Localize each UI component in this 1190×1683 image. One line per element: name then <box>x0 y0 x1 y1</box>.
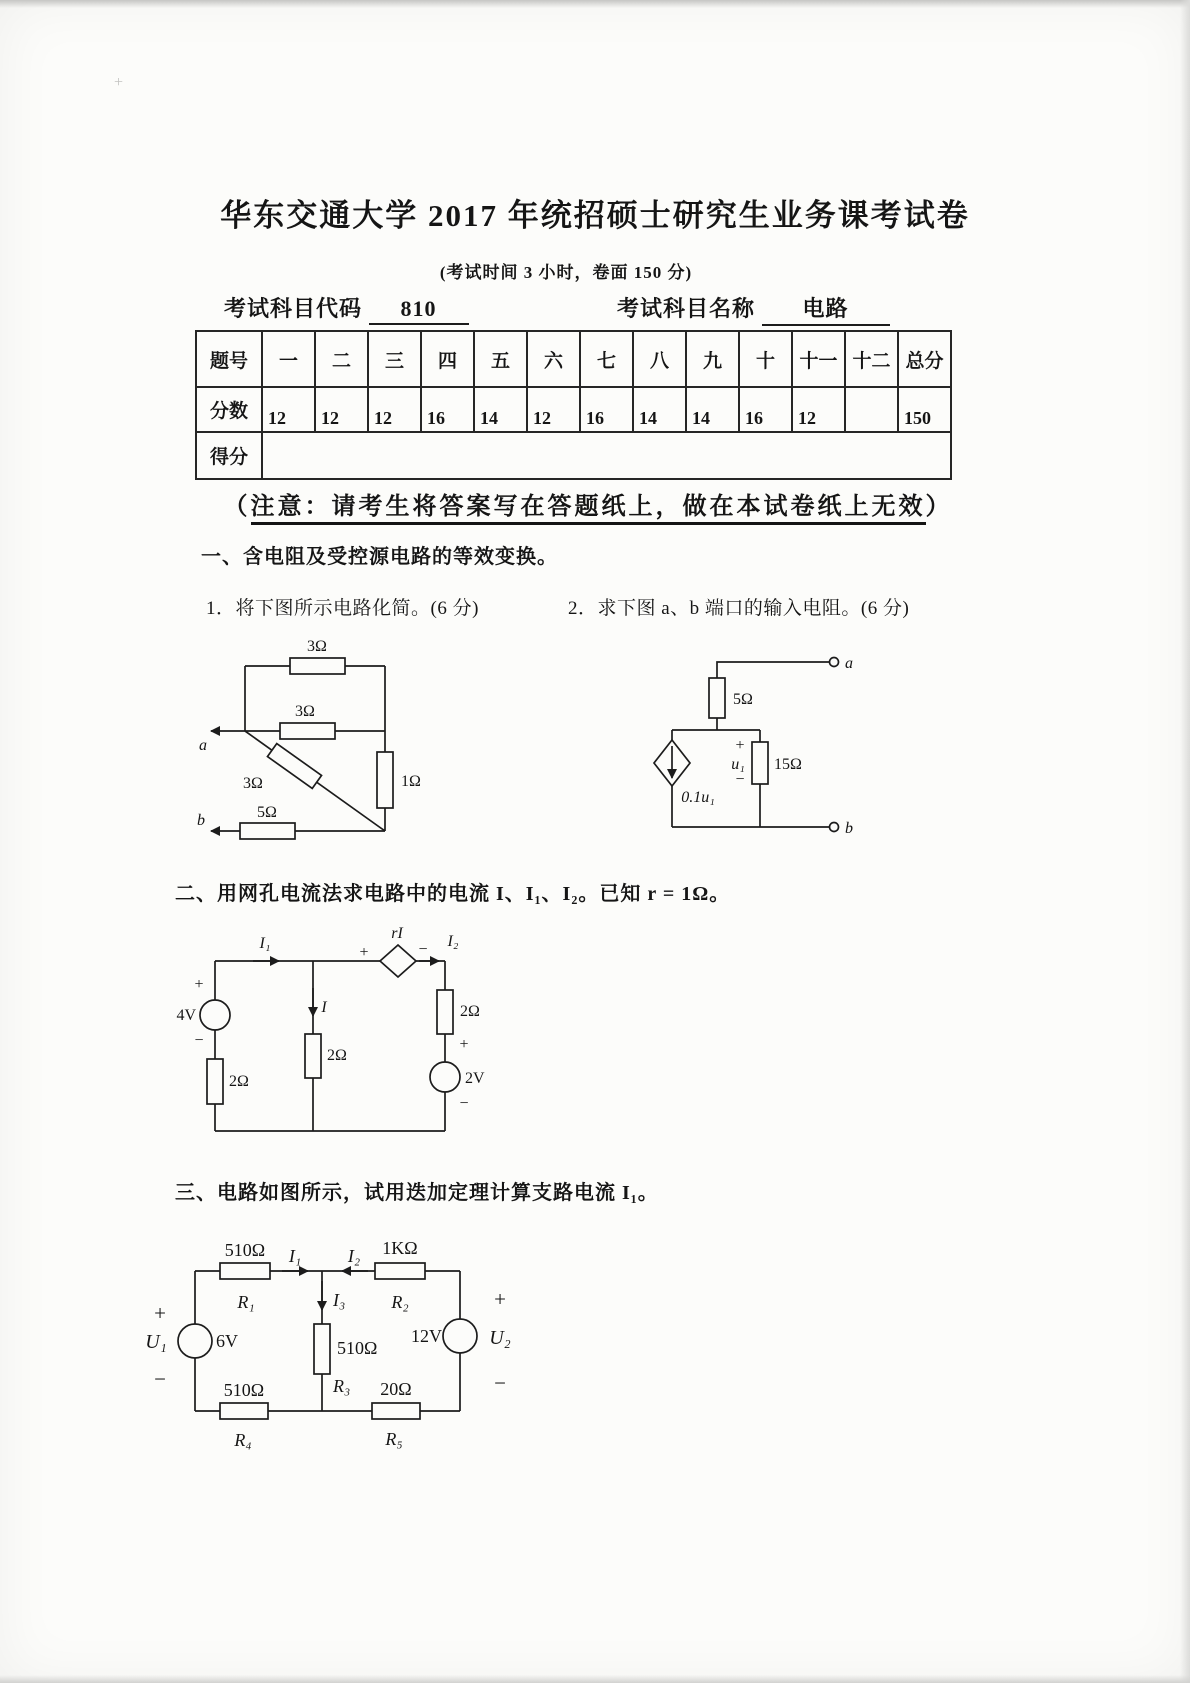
question-1-1: 1．将下图所示电路化简。(6 分) <box>206 598 479 619</box>
resistor-3ohm-top-label: 3Ω <box>307 638 327 655</box>
source-u1-name: U₁ <box>145 1331 167 1353</box>
resistor-r4 <box>220 1403 268 1419</box>
source-u2-name: U₂ <box>489 1327 511 1349</box>
resistor-15ohm-label: 15Ω <box>774 756 802 773</box>
source-u2 <box>443 1319 477 1353</box>
dependent-source-label: 0.1u₁ <box>681 789 715 806</box>
minus-sign: − <box>194 1032 204 1049</box>
question-number-cell: 十 <box>739 331 792 387</box>
resistor-r2-name: R₂ <box>391 1292 409 1312</box>
notice-text: 注意：请考生将答案写在答题纸上，做在本试卷纸上无效 <box>251 494 926 525</box>
score-cell: 12 <box>368 387 421 432</box>
question-number-cell: 六 <box>527 331 580 387</box>
resistor-5ohm <box>709 678 725 718</box>
resistor-2ohm-mid <box>305 1034 321 1078</box>
resistor-1ohm <box>377 752 393 808</box>
plus-sign: + <box>494 1287 506 1311</box>
obtained-score-cell <box>262 432 951 479</box>
question-number-cell: 总分 <box>898 331 951 387</box>
subject-code-label: 考试科目代码 <box>224 296 363 321</box>
minus-sign: − <box>494 1371 506 1395</box>
source-u1 <box>178 1324 212 1358</box>
resistor-5ohm-label: 5Ω <box>257 804 277 821</box>
source-4v-label: 4V <box>176 1007 196 1024</box>
score-cell: 16 <box>421 387 474 432</box>
terminal-a-node <box>830 658 839 667</box>
score-cell: 12 <box>315 387 368 432</box>
resistor-r1 <box>220 1263 270 1279</box>
resistor-r5-name: R₅ <box>385 1429 403 1449</box>
score-cell: 12 <box>792 387 845 432</box>
section-2-heading: 二、用网孔电流法求电路中的电流 I、I₁、I₂。已知 r = 1Ω。 <box>175 883 731 905</box>
dependent-source-label: rI <box>391 926 403 942</box>
resistor-2ohm-left-label: 2Ω <box>229 1073 249 1090</box>
score-cell: 14 <box>686 387 739 432</box>
minus-sign: − <box>459 1095 469 1112</box>
resistor-r4-name: R₄ <box>234 1430 252 1450</box>
resistor-3ohm-mid <box>280 723 335 739</box>
resistor-2ohm-mid-label: 2Ω <box>327 1047 347 1064</box>
resistor-r5-value: 20Ω <box>380 1379 412 1399</box>
score-cell: 14 <box>474 387 527 432</box>
resistor-5ohm <box>240 823 295 839</box>
score-row <box>196 387 951 432</box>
circuit-3-diagram <box>140 1226 540 1461</box>
terminal-b-label: b <box>845 820 853 837</box>
current-i3-label: I₃ <box>333 1290 346 1310</box>
score-cell: 150 <box>898 387 951 432</box>
resistor-1ohm-label: 1Ω <box>401 773 421 790</box>
resistor-2ohm-left <box>207 1059 223 1104</box>
subject-code-value: 810 <box>369 296 469 325</box>
current-i2-label: I₂ <box>347 1246 361 1266</box>
subject-row <box>224 292 890 326</box>
question-number-cell: 五 <box>474 331 527 387</box>
minus-sign: − <box>418 941 428 958</box>
minus-sign: − <box>735 771 745 788</box>
terminal-b-node <box>830 823 839 832</box>
resistor-3ohm-diagonal-label: 3Ω <box>243 775 263 792</box>
resistor-3ohm-top <box>290 658 345 674</box>
source-u2-value: 12V <box>411 1326 442 1346</box>
resistor-r2-value: 1KΩ <box>382 1238 418 1258</box>
resistor-r3 <box>314 1324 330 1374</box>
plus-sign: + <box>735 737 745 754</box>
current-i1-label: I₁ <box>288 1246 302 1266</box>
terminal-b-label: b <box>197 812 205 829</box>
question-number-cell: 三 <box>368 331 421 387</box>
dependent-voltage-source-ri <box>380 945 416 977</box>
subject-name-label: 考试科目名称 <box>617 296 756 321</box>
source-2v <box>430 1062 460 1092</box>
score-row-label: 分数 <box>196 387 262 432</box>
scan-artifact-plus-mark: + <box>114 74 124 91</box>
question-number-cell: 八 <box>633 331 686 387</box>
resistor-5ohm-label: 5Ω <box>733 691 753 708</box>
question-number-cell: 二 <box>315 331 368 387</box>
circuit-2-diagram <box>175 926 495 1141</box>
page-title: 华东交通大学 2017 年统招硕士研究生业务课考试卷 <box>220 198 970 233</box>
notice-close-paren: ） <box>925 494 953 520</box>
section-1-heading: 一、含电阻及受控源电路的等效变换。 <box>201 546 558 568</box>
score-cell: 16 <box>739 387 792 432</box>
page-subtitle: (考试时间 3 小时，卷面 150 分) <box>439 263 693 282</box>
current-i1-label: I₁ <box>259 935 271 952</box>
section-3-heading: 三、电路如图所示，试用迭加定理计算支路电流 I₁。 <box>175 1182 659 1204</box>
plus-sign: + <box>459 1036 469 1053</box>
resistor-r5 <box>372 1403 420 1419</box>
source-4v <box>200 1000 230 1030</box>
score-cell: 14 <box>633 387 686 432</box>
circuit-1-1-diagram <box>185 636 485 851</box>
resistor-r4-value: 510Ω <box>223 1380 265 1400</box>
question-number-cell: 四 <box>421 331 474 387</box>
subject-name-value: 电路 <box>762 292 890 326</box>
question-row-label: 题号 <box>196 331 262 387</box>
question-number-cell: 九 <box>686 331 739 387</box>
plus-sign: + <box>194 976 204 993</box>
score-cell <box>845 387 898 432</box>
obtained-row-label: 得分 <box>196 432 262 479</box>
voltage-u1-label: u₁ <box>731 756 745 773</box>
resistor-2ohm-right <box>437 990 453 1034</box>
scan-edge-bottom <box>0 1675 1190 1683</box>
resistor-r3-value: 510Ω <box>337 1338 378 1358</box>
question-1-2: 2．求下图 a、b 端口的输入电阻。(6 分) <box>568 598 910 619</box>
current-i2-label: I₂ <box>447 933 459 950</box>
question-number-cell: 七 <box>580 331 633 387</box>
source-u1-value: 6V <box>216 1331 238 1351</box>
terminal-a-label: a <box>845 655 853 672</box>
resistor-r2 <box>375 1263 425 1279</box>
scan-edge-right <box>1180 0 1190 1683</box>
resistor-2ohm-right-label: 2Ω <box>460 1003 480 1020</box>
notice-line <box>0 486 1176 521</box>
circuit-1-2-diagram <box>612 642 862 847</box>
obtained-score-row <box>196 432 951 479</box>
resistor-r1-name: R₁ <box>237 1292 255 1312</box>
question-number-cell: 十一 <box>792 331 845 387</box>
plus-sign: + <box>154 1301 166 1325</box>
source-2v-label: 2V <box>465 1070 485 1087</box>
notice-open-paren: （ <box>223 494 251 520</box>
question-number-row <box>196 331 951 387</box>
resistor-3ohm-mid-label: 3Ω <box>295 703 315 720</box>
current-i-label: I <box>321 999 327 1016</box>
question-number-cell: 十二 <box>845 331 898 387</box>
question-number-cell: 一 <box>262 331 315 387</box>
circuit-wires <box>215 961 445 1131</box>
scan-edge-top <box>0 0 1190 8</box>
score-cell: 12 <box>527 387 580 432</box>
score-cell: 16 <box>580 387 633 432</box>
plus-sign: + <box>359 944 369 961</box>
resistor-15ohm <box>752 742 768 784</box>
resistor-r3-name: R₃ <box>333 1376 351 1396</box>
terminal-a-label: a <box>199 737 207 754</box>
minus-sign: − <box>154 1367 166 1391</box>
score-table <box>195 330 952 480</box>
score-cell: 12 <box>262 387 315 432</box>
resistor-3ohm-diagonal <box>267 744 321 789</box>
resistor-r1-value: 510Ω <box>224 1240 266 1260</box>
